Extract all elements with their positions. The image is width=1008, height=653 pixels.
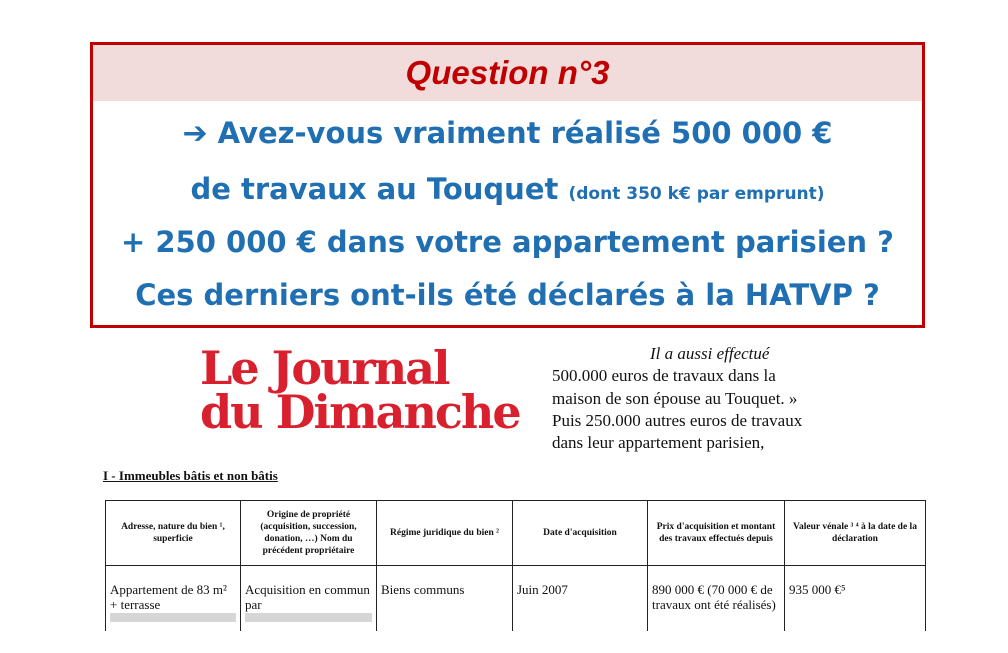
logo-line-1: Le Journal <box>200 341 449 395</box>
question-line-1 <box>93 116 922 151</box>
redaction-bar <box>245 613 372 622</box>
table-row <box>106 566 926 632</box>
question-heading: Question n°3 <box>93 45 922 101</box>
logo-line-2: du Dimanche <box>200 385 520 439</box>
cell-regime: Biens communs <box>377 566 513 632</box>
question-line-1-text: Avez-vous vraiment réalisé 500 000 € <box>217 116 833 150</box>
question-line-3: + 250 000 € dans votre appartement parisien ? <box>120 225 894 259</box>
question-line-2 <box>93 172 922 206</box>
header-regime: Régime juridique du bien ² <box>377 501 513 566</box>
cell-value: 935 000 €⁵ <box>785 566 926 632</box>
declaration-title: I - Immeubles bâtis et non bâtis <box>103 468 278 483</box>
header-price: Prix d'acquisition et montant des travaux effectués depuis <box>648 501 785 566</box>
clipping-line-3: maison de son épouse au Touquet. » <box>552 389 798 408</box>
cell-address-text: Appartement de 83 m² + terrasse <box>110 582 227 612</box>
question-line-2-note: (dont 350 k€ par emprunt) <box>568 184 825 204</box>
cell-origin-text: Acquisition en commun par <box>245 582 370 612</box>
clipping-line-4: Puis 250.000 autres euros de travaux <box>552 411 803 430</box>
header-origin: Origine de propriété (acquisition, succession, donation, …) Nom du précédent propriétaire <box>241 501 377 566</box>
header-date: Date d'acquisition <box>513 501 648 566</box>
header-value: Valeur vénale ³ ⁴ à la date de la déclaration <box>785 501 926 566</box>
question-line-4: Ces derniers ont-ils été déclarés à la HATVP ? <box>135 278 880 312</box>
cell-date: Juin 2007 <box>513 566 648 632</box>
header-address: Adresse, nature du bien ¹, superficie <box>106 501 241 566</box>
cell-price: 890 000 € (70 000 € de travaux ont été réalisés) <box>648 566 785 632</box>
cell-origin <box>241 566 377 632</box>
redaction-bar <box>110 613 236 622</box>
clipping-line-2: 500.000 euros de travaux dans la <box>552 366 776 385</box>
declaration-table <box>105 500 926 631</box>
cell-address <box>106 566 241 632</box>
newspaper-clipping <box>548 338 844 456</box>
question-box <box>90 42 925 328</box>
hatvp-declaration <box>93 458 930 631</box>
question-line-2-text: de travaux au Touquet <box>190 172 559 206</box>
jdd-logo <box>200 341 550 439</box>
clipping-line-5: dans leur appartement parisien, <box>552 433 765 452</box>
clipping-line-1: Il a aussi effectué <box>650 344 770 363</box>
table-header-row <box>106 501 926 566</box>
arrow-right-icon: ➔ <box>182 116 208 151</box>
